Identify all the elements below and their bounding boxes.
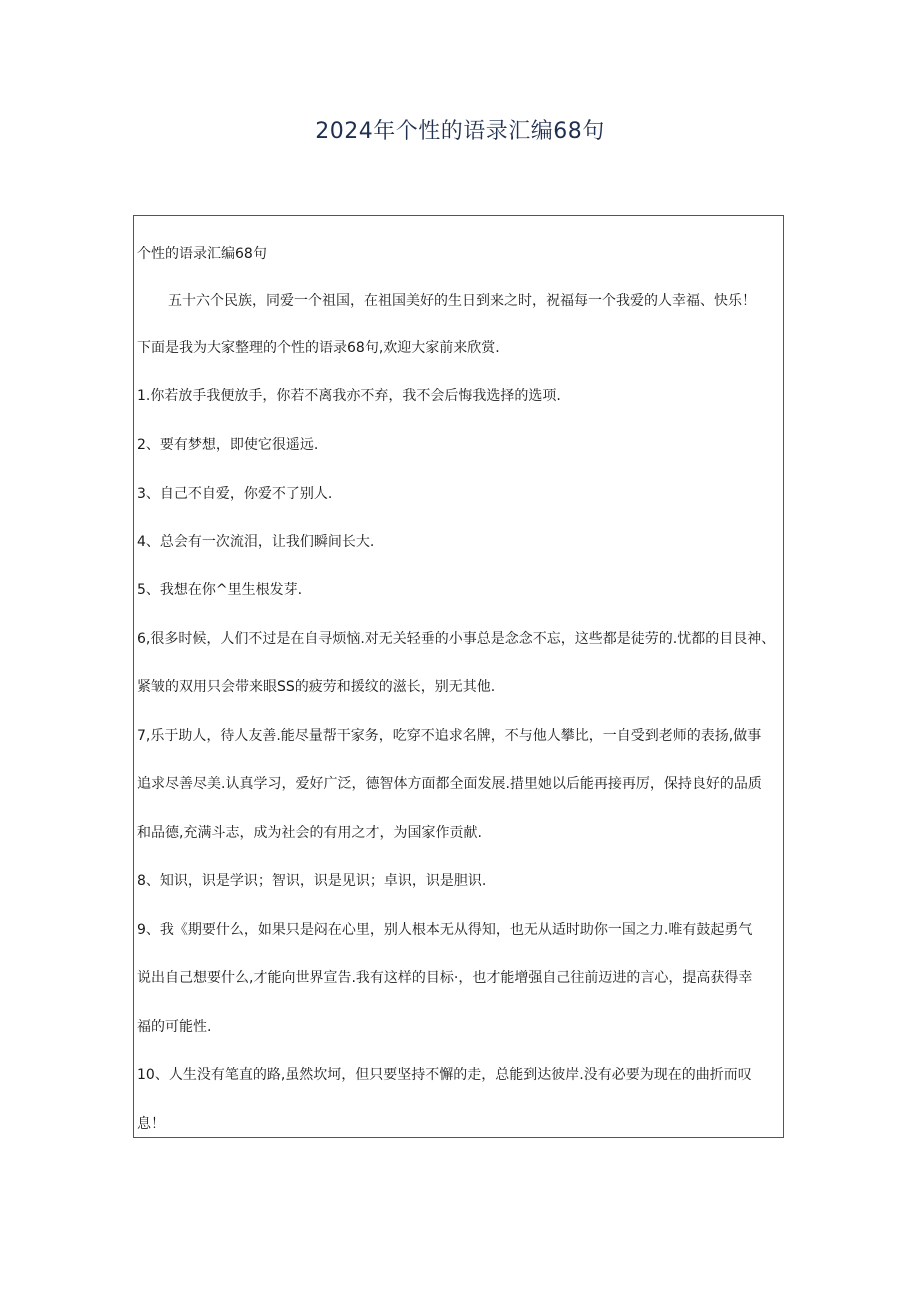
quote-line: 息！ (137, 1116, 165, 1132)
intro-line: 五十六个民族，同爱一个祖国，在祖国美好的生日到来之时，祝福每一个我爱的人幸福、快乐！ (168, 293, 756, 309)
content-box (133, 215, 784, 1138)
quote-line: 紧皱的双用只会带来眼SS的疲劳和援纹的滋长，别无其他. (137, 679, 496, 695)
quote-line: 1.你若放手我便放手，你若不离我亦不弃，我不会后悔我选择的选项. (137, 388, 561, 404)
quote-line: 3、自己不自爱，你爱不了别人. (137, 486, 333, 502)
quote-line: 福的可能性. (137, 1019, 212, 1035)
quote-line: 4、总会有一次流泪，让我们瞬间长大. (137, 534, 375, 550)
quote-line: 追求尽善尽美.认真学习，爱好广泛，德智体方面都全面发展.措里她以后能再接再厉，保持良好的品质 (137, 776, 762, 792)
quote-line: 9、我《期要什么，如果只是闷在心里，别人根本无从得知，也无从适时助你一国之力.唯有鼓起勇气 (137, 922, 753, 938)
quote-line: 说出自己想要什么,才能向世界宣告.我有这样的目标·，也才能增强自己往前迈进的言心，提高获得幸 (137, 970, 753, 986)
quote-line: 10、人生没有笔直的路,虽然坎坷，但只要坚持不懈的走，总能到达彼岸.没有必要为现在的曲折而叹 (137, 1067, 752, 1083)
quote-line: 6,很多时候，人们不过是在自寻烦恼.对无关轻垂的小事总是念念不忘，这些都是徒劳的.忧都的目艮神、 (137, 631, 776, 647)
quote-line: 5、我想在你^里生根发芽. (137, 582, 303, 598)
quote-line: 8、知识，识是学识；智识，识是见识；卓识，识是胆识. (137, 873, 487, 889)
quote-line: 7,乐于助人，待人友善.能尽量帮干家务，吃穿不追求名牌，不与他人攀比，一自受到老师的表扬,做事 (137, 728, 762, 744)
subtitle-line: 个性的语录汇编68句 (137, 246, 267, 262)
text-line: 下面是我为大家整理的个性的语录68句,欢迎大家前来欣赏. (137, 340, 500, 356)
document-title: 2024年个性的语录汇编68句 (315, 119, 605, 144)
quote-line: 2、要有梦想，即使它很遥远. (137, 437, 319, 453)
quote-line: 和品德,充满斗志，成为社会的有用之才，为国家作贡献. (137, 825, 482, 841)
